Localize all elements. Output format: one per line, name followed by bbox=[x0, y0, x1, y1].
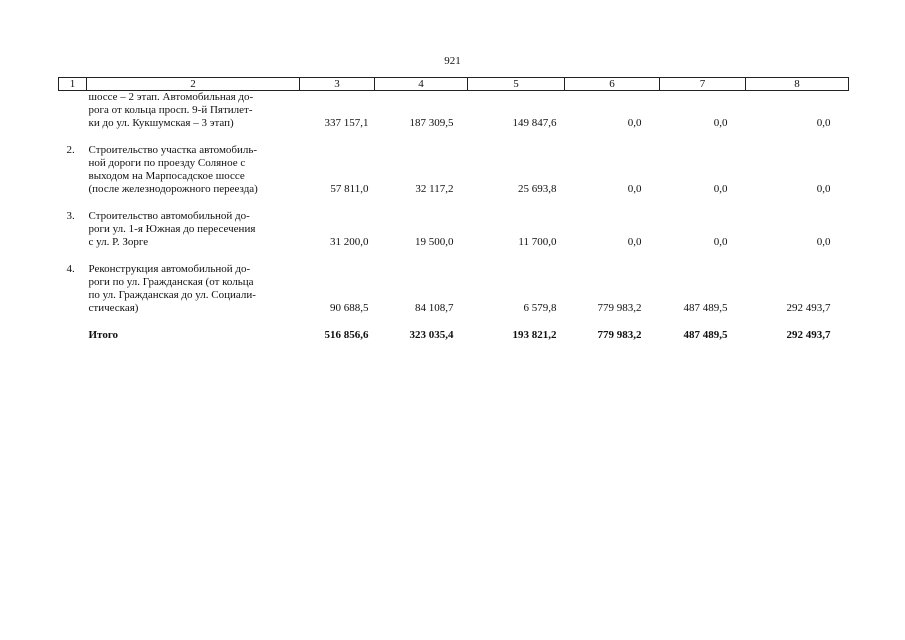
column-header: 2 bbox=[87, 78, 300, 91]
value-cell: 0,0 bbox=[713, 117, 728, 129]
value-cell: 337 157,1 bbox=[324, 117, 369, 129]
column-header: 7 bbox=[660, 78, 746, 91]
value-cell: 84 108,7 bbox=[415, 302, 454, 314]
table-row bbox=[59, 210, 849, 249]
value-cell: 779 983,2 bbox=[597, 302, 642, 314]
row-description bbox=[87, 91, 300, 131]
description-line: ки до ул. Кукшумская – 3 этап) bbox=[88, 117, 234, 129]
value-cell: 0,0 bbox=[816, 117, 831, 129]
description-line: Строительство участка автомобиль- bbox=[88, 144, 258, 156]
row-description bbox=[87, 144, 300, 196]
total-value: 487 489,5 bbox=[683, 329, 728, 341]
column-header: 5 bbox=[468, 78, 565, 91]
value-cell: 0,0 bbox=[816, 183, 831, 195]
value-cell: 487 489,5 bbox=[683, 302, 728, 314]
total-value: 779 983,2 bbox=[597, 329, 642, 341]
table-row bbox=[59, 91, 849, 131]
value-cell: 0,0 bbox=[627, 236, 642, 248]
row-description bbox=[87, 263, 300, 315]
row-number bbox=[59, 91, 87, 131]
description-line: роги по ул. Гражданская (от кольца bbox=[88, 276, 254, 288]
description-line: рога от кольца просп. 9-й Пятилет- bbox=[88, 104, 253, 116]
column-header: 6 bbox=[565, 78, 660, 91]
description-line: по ул. Гражданская до ул. Социали- bbox=[88, 289, 256, 301]
value-cell: 32 117,2 bbox=[415, 183, 454, 195]
description-line: Реконструкция автомобильной до- bbox=[88, 263, 251, 275]
row-number bbox=[59, 329, 87, 342]
row-spacer bbox=[59, 130, 849, 144]
description-line: шоссе – 2 этап. Автомобильная до- bbox=[88, 91, 254, 103]
column-header: 8 bbox=[746, 78, 849, 91]
value-cell: 0,0 bbox=[627, 117, 642, 129]
value-cell: 11 700,0 bbox=[518, 236, 557, 248]
value-cell: 90 688,5 bbox=[330, 302, 369, 314]
table-header-row bbox=[59, 78, 849, 91]
value-cell: 0,0 bbox=[816, 236, 831, 248]
value-cell: 57 811,0 bbox=[330, 183, 369, 195]
value-cell: 31 200,0 bbox=[330, 236, 369, 248]
column-header: 1 bbox=[59, 78, 87, 91]
description-line: (после железнодорожного переезда) bbox=[88, 183, 258, 195]
total-value: 292 493,7 bbox=[786, 329, 831, 341]
row-number: 3. bbox=[66, 210, 75, 222]
table-row bbox=[59, 263, 849, 315]
description-line: Строительство автомобильной до- bbox=[88, 210, 250, 222]
total-row bbox=[59, 329, 849, 342]
row-description bbox=[87, 210, 300, 249]
value-cell: 187 309,5 bbox=[409, 117, 454, 129]
value-cell: 6 579,8 bbox=[523, 302, 557, 314]
table-row bbox=[59, 144, 849, 196]
value-cell: 149 847,6 bbox=[512, 117, 557, 129]
description-line: ной дороги по проезду Соляное с bbox=[88, 157, 246, 169]
row-spacer bbox=[59, 196, 849, 210]
row-number: 2. bbox=[66, 144, 75, 156]
column-header: 4 bbox=[375, 78, 468, 91]
budget-table bbox=[58, 77, 849, 342]
description-line: с ул. Р. Зорге bbox=[88, 236, 149, 248]
value-cell: 0,0 bbox=[713, 236, 728, 248]
total-value: 323 035,4 bbox=[409, 329, 454, 341]
description-line: стическая) bbox=[88, 302, 139, 314]
column-header: 3 bbox=[300, 78, 375, 91]
description-line: выходом на Марпосадское шоссе bbox=[88, 170, 245, 182]
row-number: 4. bbox=[66, 263, 75, 275]
total-value: 516 856,6 bbox=[324, 329, 369, 341]
value-cell: 292 493,7 bbox=[786, 302, 831, 314]
value-cell: 0,0 bbox=[713, 183, 728, 195]
total-label: Итого bbox=[88, 329, 119, 341]
row-spacer bbox=[59, 249, 849, 263]
row-spacer bbox=[59, 315, 849, 329]
description-line: роги ул. 1-я Южная до пересечения bbox=[88, 223, 256, 235]
page-number: 921 bbox=[444, 55, 461, 67]
value-cell: 25 693,8 bbox=[518, 183, 557, 195]
total-value: 193 821,2 bbox=[512, 329, 557, 341]
value-cell: 19 500,0 bbox=[415, 236, 454, 248]
value-cell: 0,0 bbox=[627, 183, 642, 195]
